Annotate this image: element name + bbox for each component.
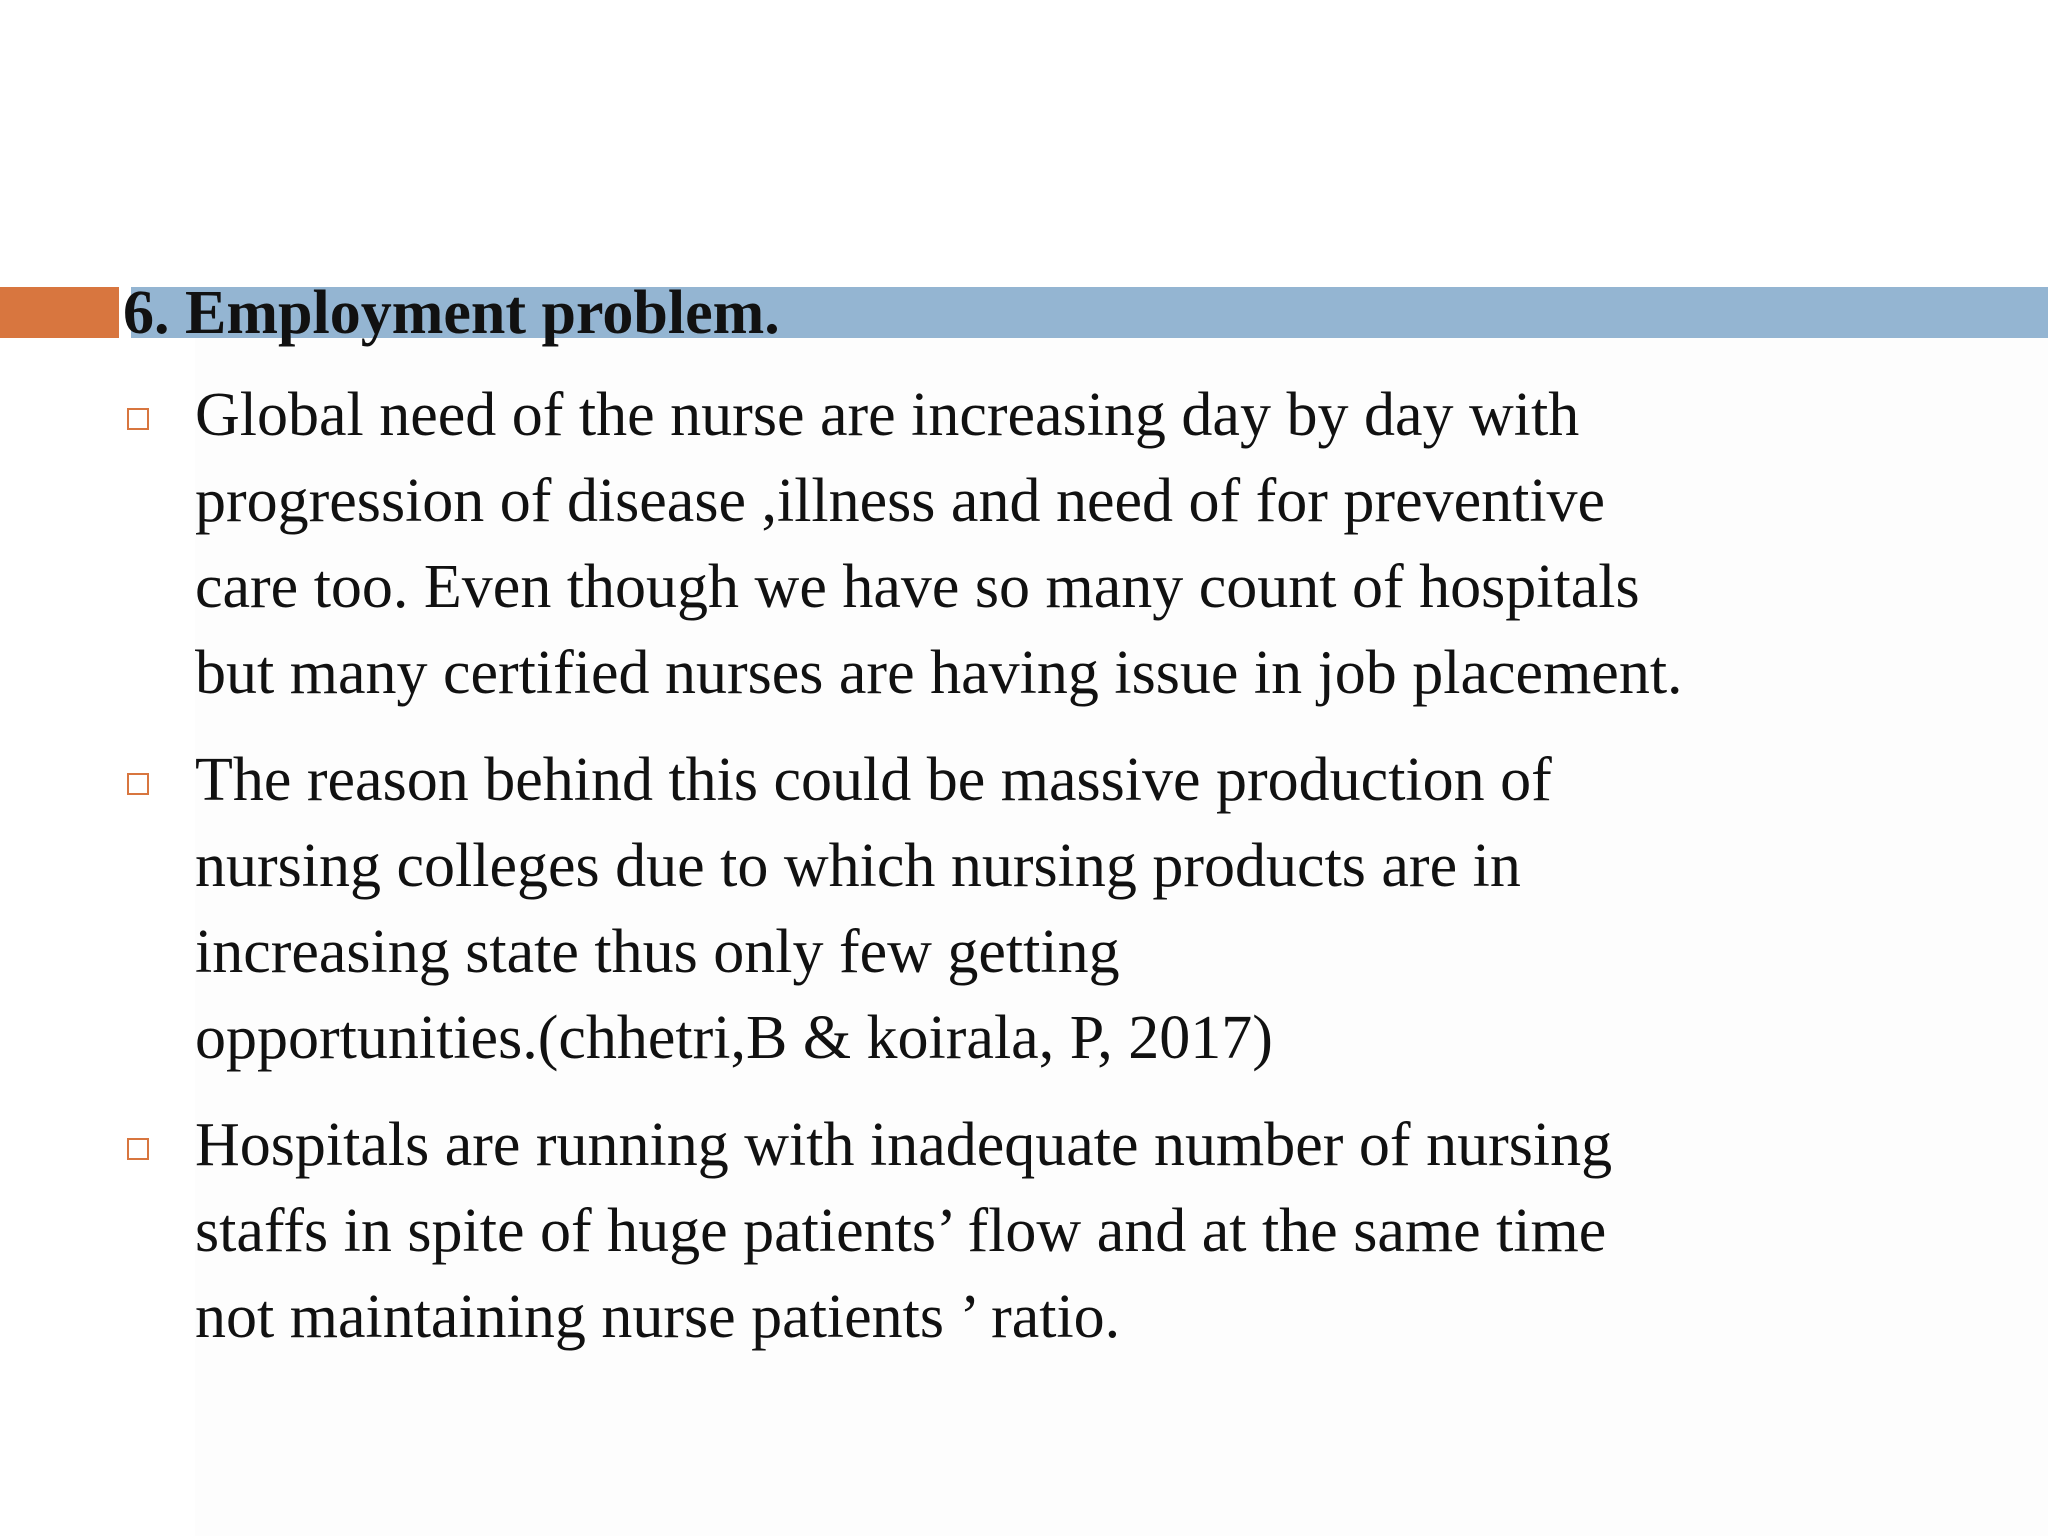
slide-title: 6. Employment problem. [123,279,780,347]
bullet-item-1 [120,372,1920,716]
square-bullet-icon [127,773,149,795]
bullet-text-2: The reason behind this could be massive production of nursing colleges due to which nursing products are in increasing state thus only few getting opportunities.(chhetri,B & koirala, P, 2017) [195,746,1552,1072]
bullet-item-3 [120,1102,1920,1360]
bullet-text-1: Global need of the nurse are increasing day by day with progression of disease ,illness and need of for preventive care too. Even though we have so many count of hospitals but many certified nurses are having issue in job placement. [195,381,1683,707]
square-bullet-icon [127,1138,149,1160]
bullet-item-2 [120,737,1920,1081]
title-accent-left [0,287,119,338]
bullet-list [120,372,1920,1381]
square-bullet-icon [127,408,149,430]
bullet-text-3: Hospitals are running with inadequate number of nursing staffs in spite of huge patients’ flow and at the same time not maintaining nurse patients ’ ratio. [195,1111,1613,1351]
